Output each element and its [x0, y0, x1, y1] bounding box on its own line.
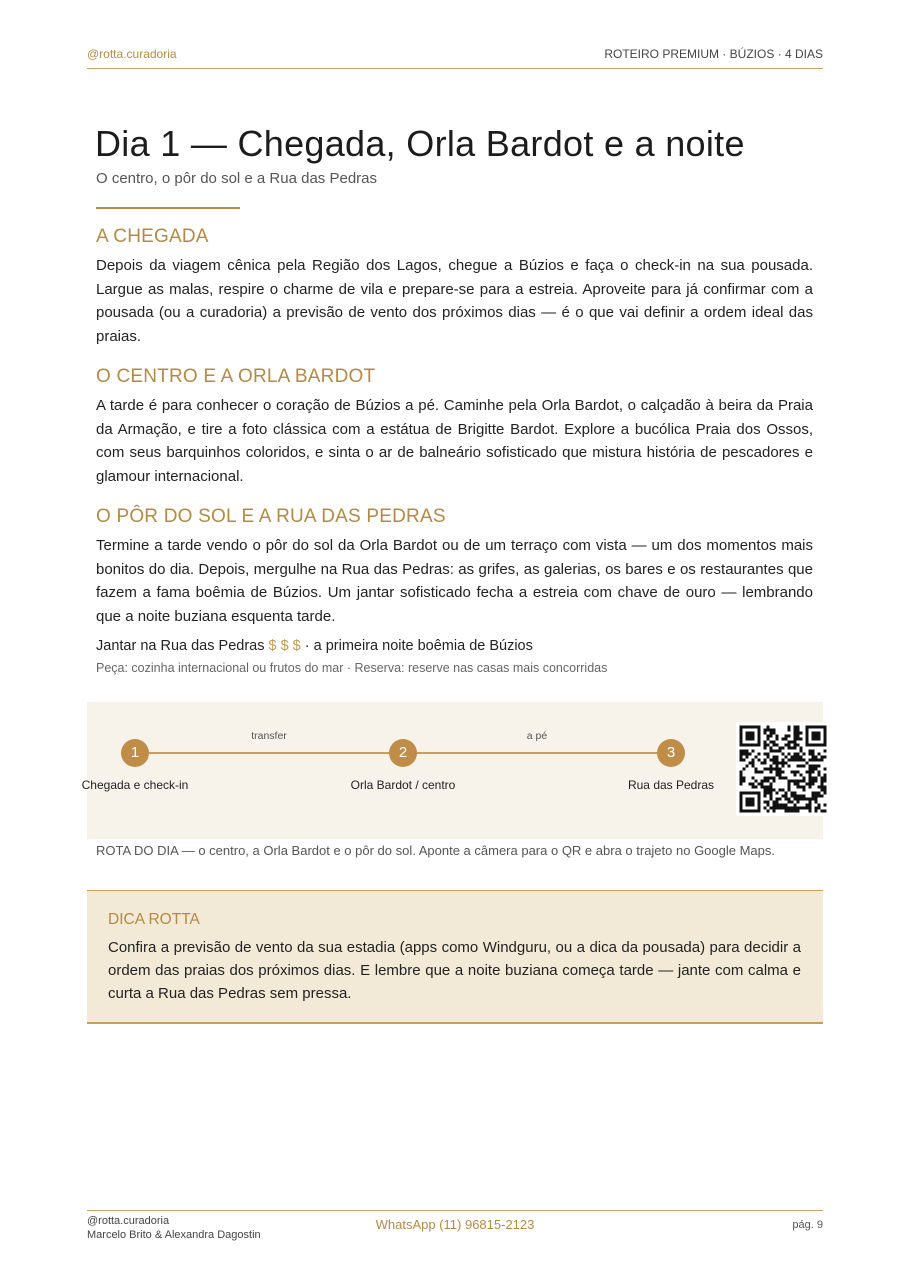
route-stop-marker: 1: [121, 739, 149, 767]
section-por-do-sol: [96, 506, 813, 628]
dinner-details: Peça: cozinha internacional ou frutos do mar · Reserva: reserve nas casas mais concorridas: [96, 661, 608, 675]
page-subtitle: O centro, o pôr do sol e a Rua das Pedras: [96, 170, 377, 187]
section-centro: [96, 366, 813, 488]
route-segment-label: transfer: [251, 730, 287, 742]
route-stop-marker: 3: [657, 739, 685, 767]
dinner-name: Jantar na Rua das Pedras: [96, 638, 265, 654]
page-number: pág. 9: [792, 1219, 823, 1231]
section-body: Termine a tarde vendo o pôr do sol da Orla Bardot ou de um terraço com vista — um dos momentos mais bonitos do dia. Depois, mergulhe na Rua das Pedras: as grifes, as galerias, os bares e os restaurantes que fazem a fama boêmia de Búzios. Um jantar sofisticado fecha a estreia com chave de ouro — lembrando que a noite buziana esquenta tarde.: [96, 537, 813, 625]
footer-authors: Marcelo Brito & Alexandra Dagostin: [87, 1229, 261, 1241]
section-body: Depois da viagem cênica pela Região dos Lagos, chegue a Búzios e faça o check-in na sua pousada. Largue as malas, respire o charme de vila e prepare-se para a estreia. Aproveite para já confirmar com a pousada (ou a curadoria) a previsão de vento dos próximos dias — é o que vai definir a ordem ideal das praias.: [96, 257, 813, 345]
qr-code-graphic: [736, 722, 830, 816]
section-heading: O CENTRO E A ORLA BARDOT: [96, 366, 376, 387]
tip-heading: DICA ROTTA: [108, 911, 200, 928]
page-title: Dia 1 — Chegada, Orla Bardot e a noite: [95, 123, 745, 164]
tip-box: [87, 890, 823, 1024]
page-header: [87, 45, 823, 69]
header-brand: @rotta.curadoria: [87, 47, 177, 61]
whatsapp-contact[interactable]: WhatsApp (11) 96815-2123: [375, 1217, 535, 1232]
title-divider: [96, 207, 240, 209]
route-stop-marker: 2: [389, 739, 417, 767]
route-stop-label: Chegada e check-in: [81, 778, 189, 792]
dinner-note: · a primeira noite boêmia de Búzios: [304, 638, 533, 654]
route-caption: ROTA DO DIA — o centro, a Orla Bardot e o pôr do sol. Aponte a câmera para o QR e abra o trajeto no Google Maps.: [96, 843, 775, 858]
footer-brand: @rotta.curadoria: [87, 1215, 170, 1227]
route-segment-label: a pé: [526, 730, 548, 742]
header-doc-title: ROTEIRO PREMIUM · BÚZIOS · 4 DIAS: [604, 47, 823, 61]
section-chegada: [96, 226, 813, 348]
dinner-recommendation: [96, 638, 533, 654]
route-stop-label: Rua das Pedras: [627, 778, 715, 792]
qr-code-icon[interactable]: [736, 722, 830, 816]
page-footer: [87, 1210, 823, 1241]
section-heading: A CHEGADA: [96, 226, 209, 247]
section-body: A tarde é para conhecer o coração de Búzios a pé. Caminhe pela Orla Bardot, o calçadão à beira da Praia da Armação, e tire a foto clássica com a estátua de Brigitte Bardot. Explore a bucólica Praia dos Ossos, com seus barquinhos coloridos, e sinta o ar de balneário sofisticado que mistura história de pescadores e glamour internacional.: [96, 397, 813, 485]
route-map: [81, 702, 823, 839]
tip-body: Confira a previsão de vento da sua estadia (apps como Windguru, ou a dica da pousada) para decidir a ordem das praias dos próximos dias. E lembre que a noite buziana começa tarde — jante com calma e curta a Rua das Pedras sem pressa.: [108, 939, 801, 1002]
price-level: $ $ $: [268, 638, 301, 654]
section-heading: O PÔR DO SOL E A RUA DAS PEDRAS: [96, 506, 446, 527]
route-stop-label: Orla Bardot / centro: [350, 778, 456, 792]
